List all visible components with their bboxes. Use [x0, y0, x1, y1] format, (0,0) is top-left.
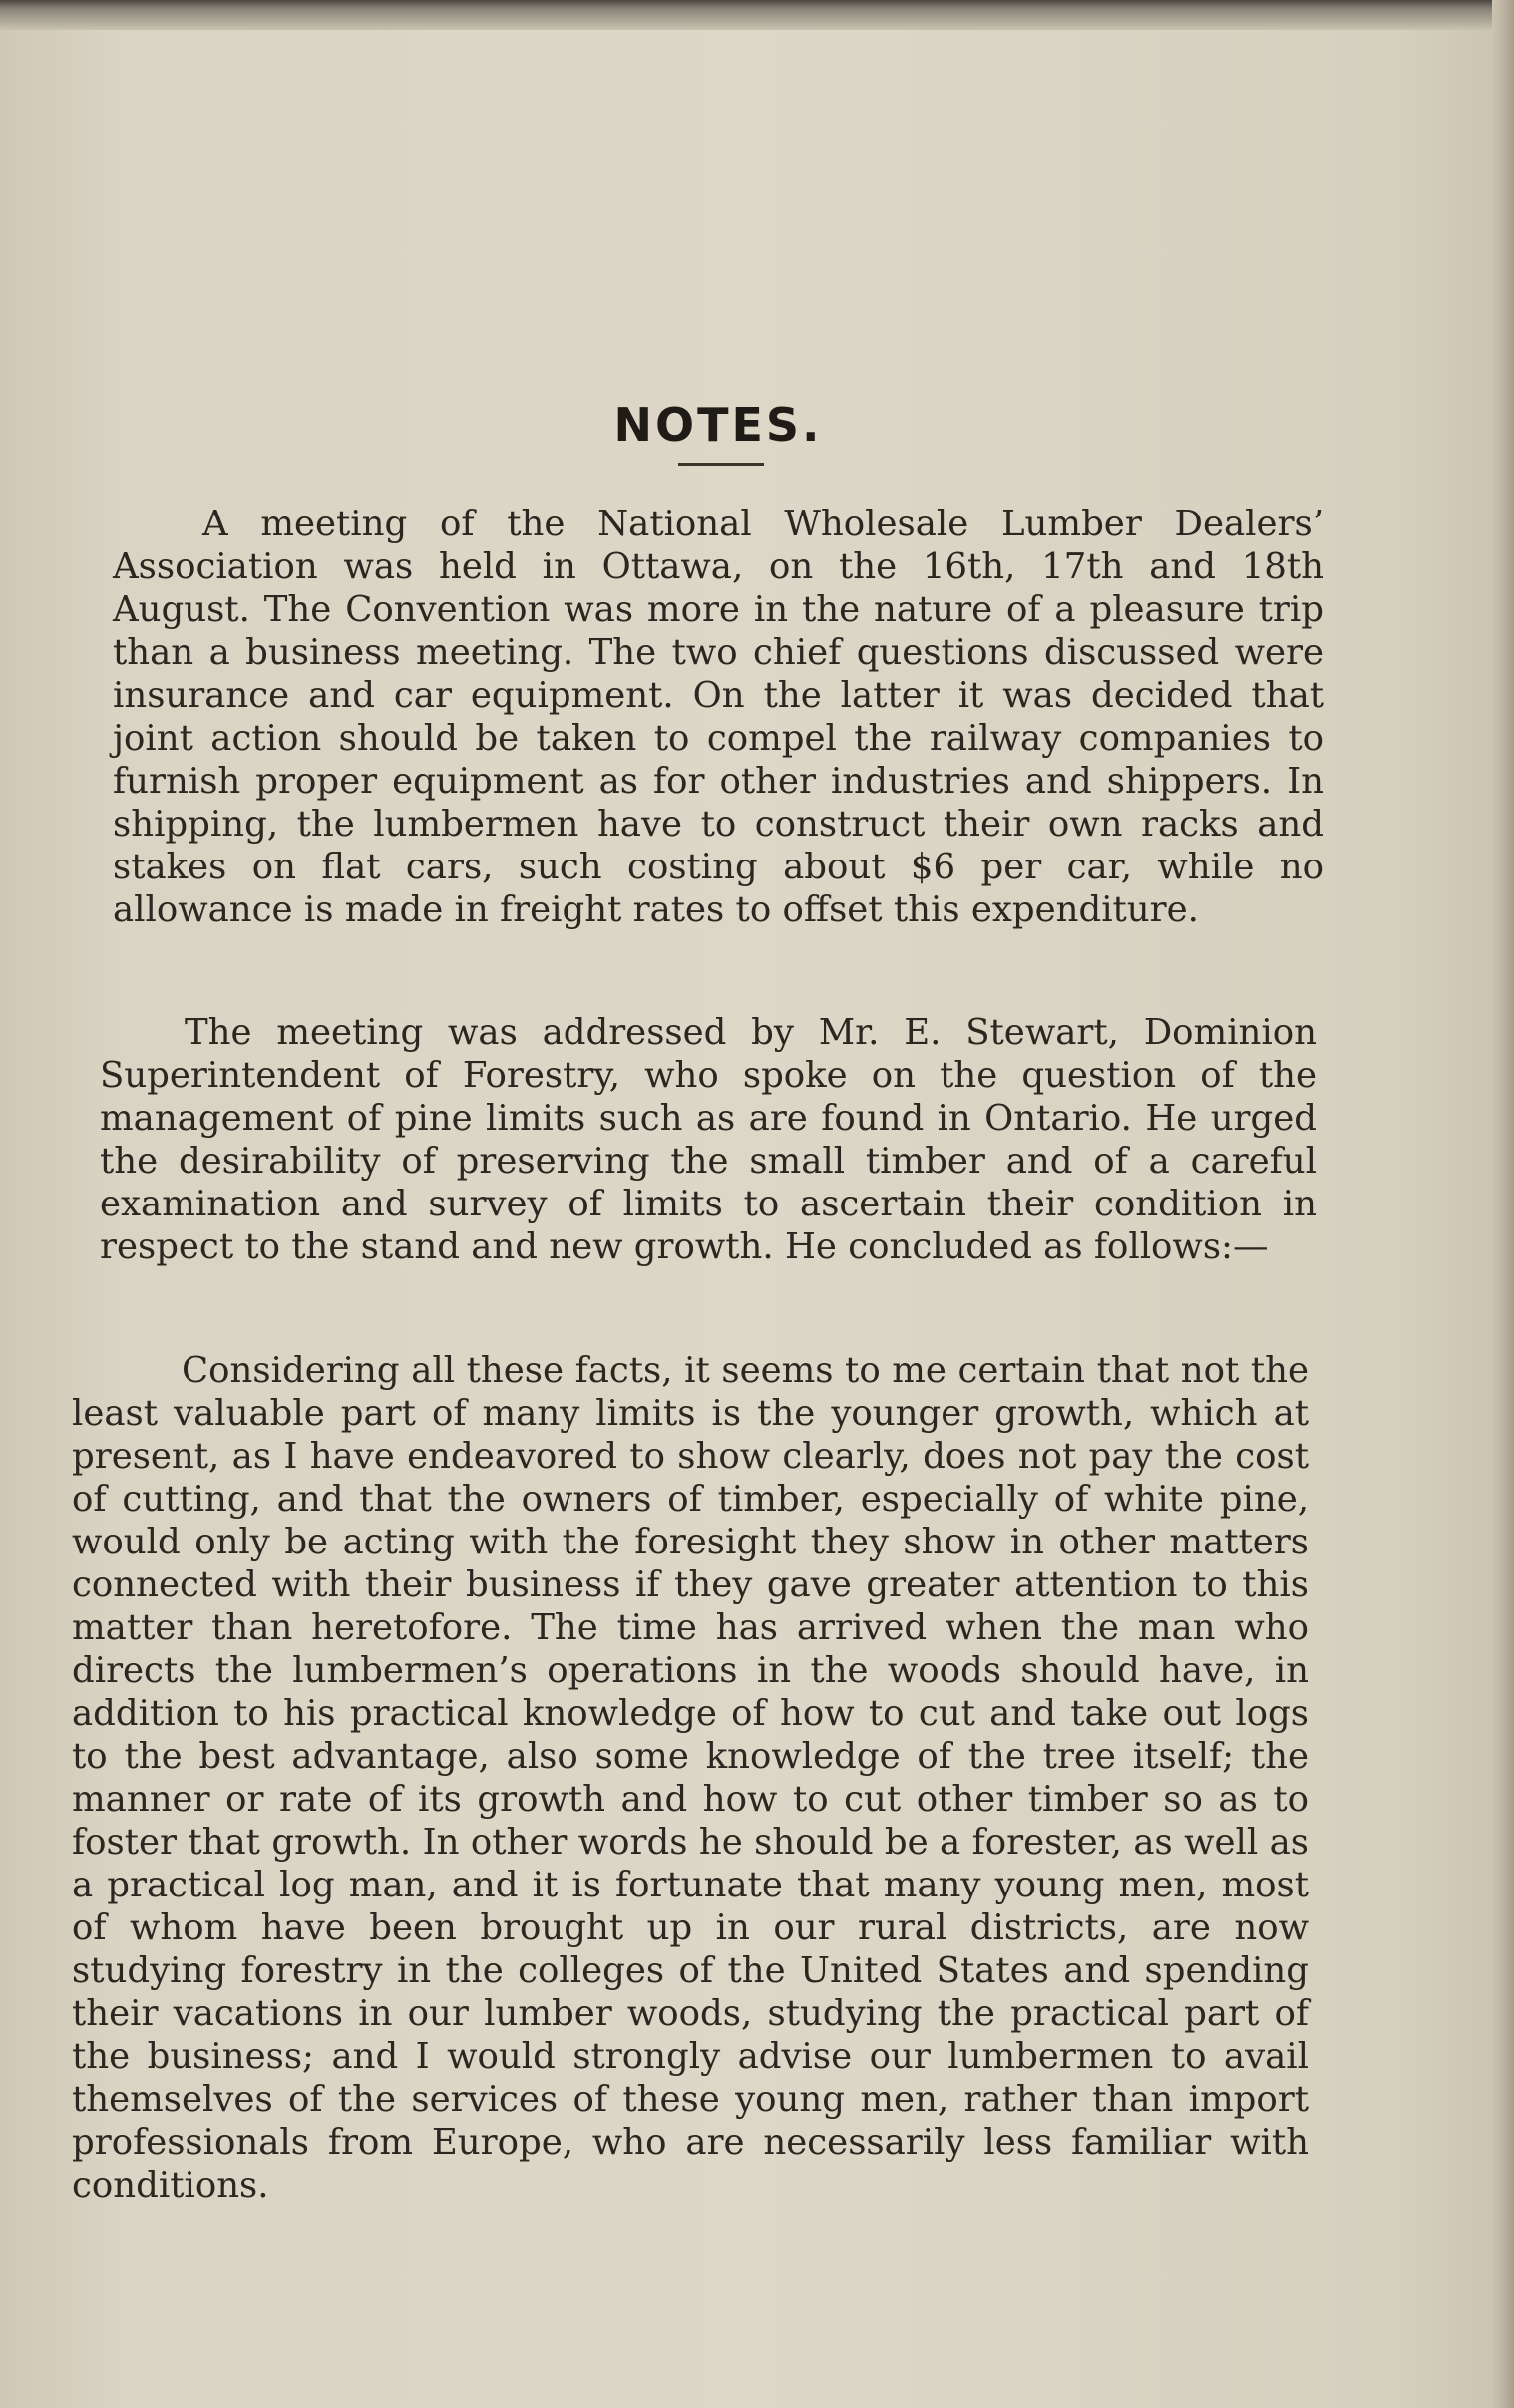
page-right-edge [1492, 0, 1514, 2408]
paragraph-address: The meeting was addressed by Mr. E. Stewart, Dominion Superintendent of Forestry, who spoke on the question of the management of pine limits such as are found in Ontario. He urged the desirability of preserving the small timber and of a careful examination and survey of limits to ascertain their condition in respect to the stand and new growth. He concluded as follows:— [100, 1012, 1317, 1267]
title-divider [678, 463, 764, 466]
page-top-edge [0, 0, 1514, 30]
paragraph-meeting: A meeting of the National Wholesale Lumber Dealers’ Association was held in Ottawa, on the 16th, 17th and 18th August. The Convention was more in the nature of a pleasure trip than a business meeting. The two chief questions discussed were insurance and car equipment. On the latter it was decided that joint action should be taken to compel the railway companies to furnish proper equipment as for other industries and shippers. In shipping, the lumbermen have to construct their own racks and stakes on flat cars, such costing about $6 per car, while no allowance is made in freight rates to offset this expenditure. [113, 504, 1324, 930]
page-title: NOTES. [613, 397, 823, 452]
paragraph-quotation: Considering all these facts, it seems to me certain that not the least valuable part of many limits is the younger growth, which at present, as I have endeavored to show clearly, does not pay the cost of cutting, and that the owners of timber, especially of white pine, would only be acting with the foresight they show in other matters connected with their business if they gave greater attention to this matter than heretofore. The time has arrived when the man who directs the lumbermen’s operations in the woods should have, in addition to his practical knowledge of how to cut and take out logs to the best advantage, also some knowledge of the tree itself; the manner or rate of its growth and how to cut other timber so as to foster that growth. In other words he should be a forester, as well as a practical log man, and it is fortunate that many young men, most of whom have been brought up in our rural districts, are now studying forestry in the colleges of the United States and spending their vacations in our lumber woods, studying the practical part of the business; and I would strongly advise our lumbermen to avail themselves of the services of these young men, rather than import professionals from Europe, who are necessarily less familiar with conditions. [72, 1350, 1309, 2206]
